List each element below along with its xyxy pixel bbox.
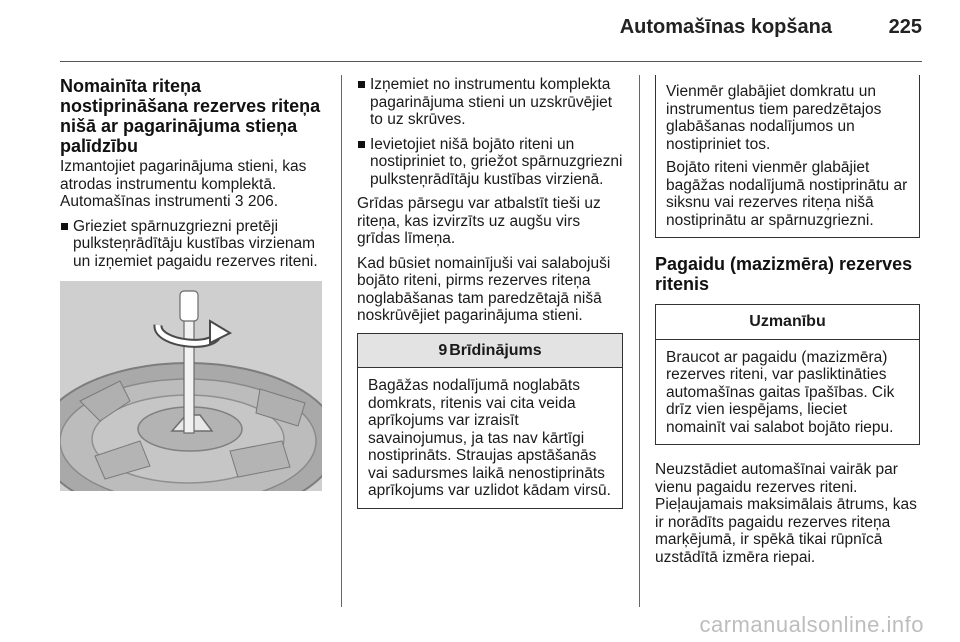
caution-title: Uzmanību [749,313,826,330]
intro-text: Izmantojiet pagarinājuma stieni, kas atrodas instrumentu komplektā. Automašīnas instrumenti [60,158,307,210]
arrow-right-triangle-icon: 3 [234,193,244,210]
bullet-square-icon [61,223,68,230]
section-title: Automašīnas kopšana [619,16,832,38]
warning-title: Brīdinājums [449,341,542,359]
list-item [357,76,623,129]
caution-text: Braucot ar pagaidu (mazizmēra) rezerves riteni, var pasliktināties automašīnas gaitas īpašības. Cik drīz vien iespējams, lieciet nomainīt vai salabot bojāto riepu. [666,348,895,436]
caution-box [655,304,920,445]
caution-body [656,340,919,445]
paragraph: Neuzstādiet automašīnai vairāk par vienu pagaidu rezerves riteni. Pieļaujamais maksimālais ātrums, kas ir norādīts pagaidu rezerves riteņa marķējumā, ir spēkā tikai rūpnīcā uzstādītā izmēra riepai. [655,461,917,566]
paragraph: Vienmēr glabājiet domkratu un instrumentus tiem paredzētajos glabāšanas nodalījumos un nostipriniet tos. [666,83,882,153]
list-item-text: Izņemiet no instrumentu komplekta pagarinājuma stieni un uzskrūvējiet to uz skrūves. [370,76,613,128]
paragraph: Bojāto riteni vienmēr glabājiet bagāžas nodalījumā nostiprinātu ar siksnu vai rezerves riteņa nišā nostiprinātu ar spārnuzgriezni. [666,159,908,229]
caution-header [656,305,919,340]
column-divider [639,75,640,607]
warning-box [357,333,623,509]
list-item [60,218,328,271]
section-heading: Nomainīta riteņa nostiprināšana rezerves riteņa nišā ar pagarinājuma stieņa palīdzību [60,76,321,156]
spare-wheel-drawing [60,281,322,491]
warning-continuation-body [656,75,919,237]
page-number: 225 [888,16,922,38]
header-rule [60,61,922,62]
paragraph: Kad būsiet nomainījuši vai salabojuši bojāto riteni, pirms rezerves riteņa noglabāšanas tam paredzētajā nišā noskrūvējiet pagarinājuma stieni. [357,254,611,324]
warning-text: Bagāžas nodalījumā noglabāts domkrats, ritenis vai cita veida aprīkojums var izraisīt savainojumus, ja tas nav kārtīgi nostiprināts. Straujas apstāšanās vai sadursmes laikā nenostiprināts aprīkojums var uzlidot kādam virsū. [368,377,611,499]
warning-header [358,334,622,369]
warning-triangle-icon: 9 [438,341,448,359]
list-item-text: Ievietojiet nišā bojāto riteni un nostipriniet to, griežot spārnuzgriezni pulksteņrādītāju kustības virzienā. [370,135,623,188]
bullet-square-icon [358,141,365,148]
paragraph: Grīdas pārsegu var atbalstīt tieši uz riteņa, kas izvirzīts uz augšu virs grīdas līmeņa. [357,195,601,247]
spare-wheel-illustration [60,281,322,491]
bullet-square-icon [358,81,365,88]
intro-paragraph [60,158,328,211]
column-3 [655,76,920,573]
list-item-text: Grieziet spārnuzgriezni pretēji pulksteņrādītāju kustības virzienam un izņemiet pagaidu rezerves riteni. [73,217,318,270]
column-2 [357,76,623,509]
page-reference[interactable]: 206. [247,193,278,210]
warning-continuation-box [655,75,920,238]
section-heading: Pagaidu (mazizmēra) rezerves ritenis [655,254,913,294]
column-1 [60,76,328,491]
list-item [357,136,623,189]
watermark: carmanualsonline.info [699,612,924,637]
warning-body [358,368,622,508]
column-divider [341,75,342,607]
